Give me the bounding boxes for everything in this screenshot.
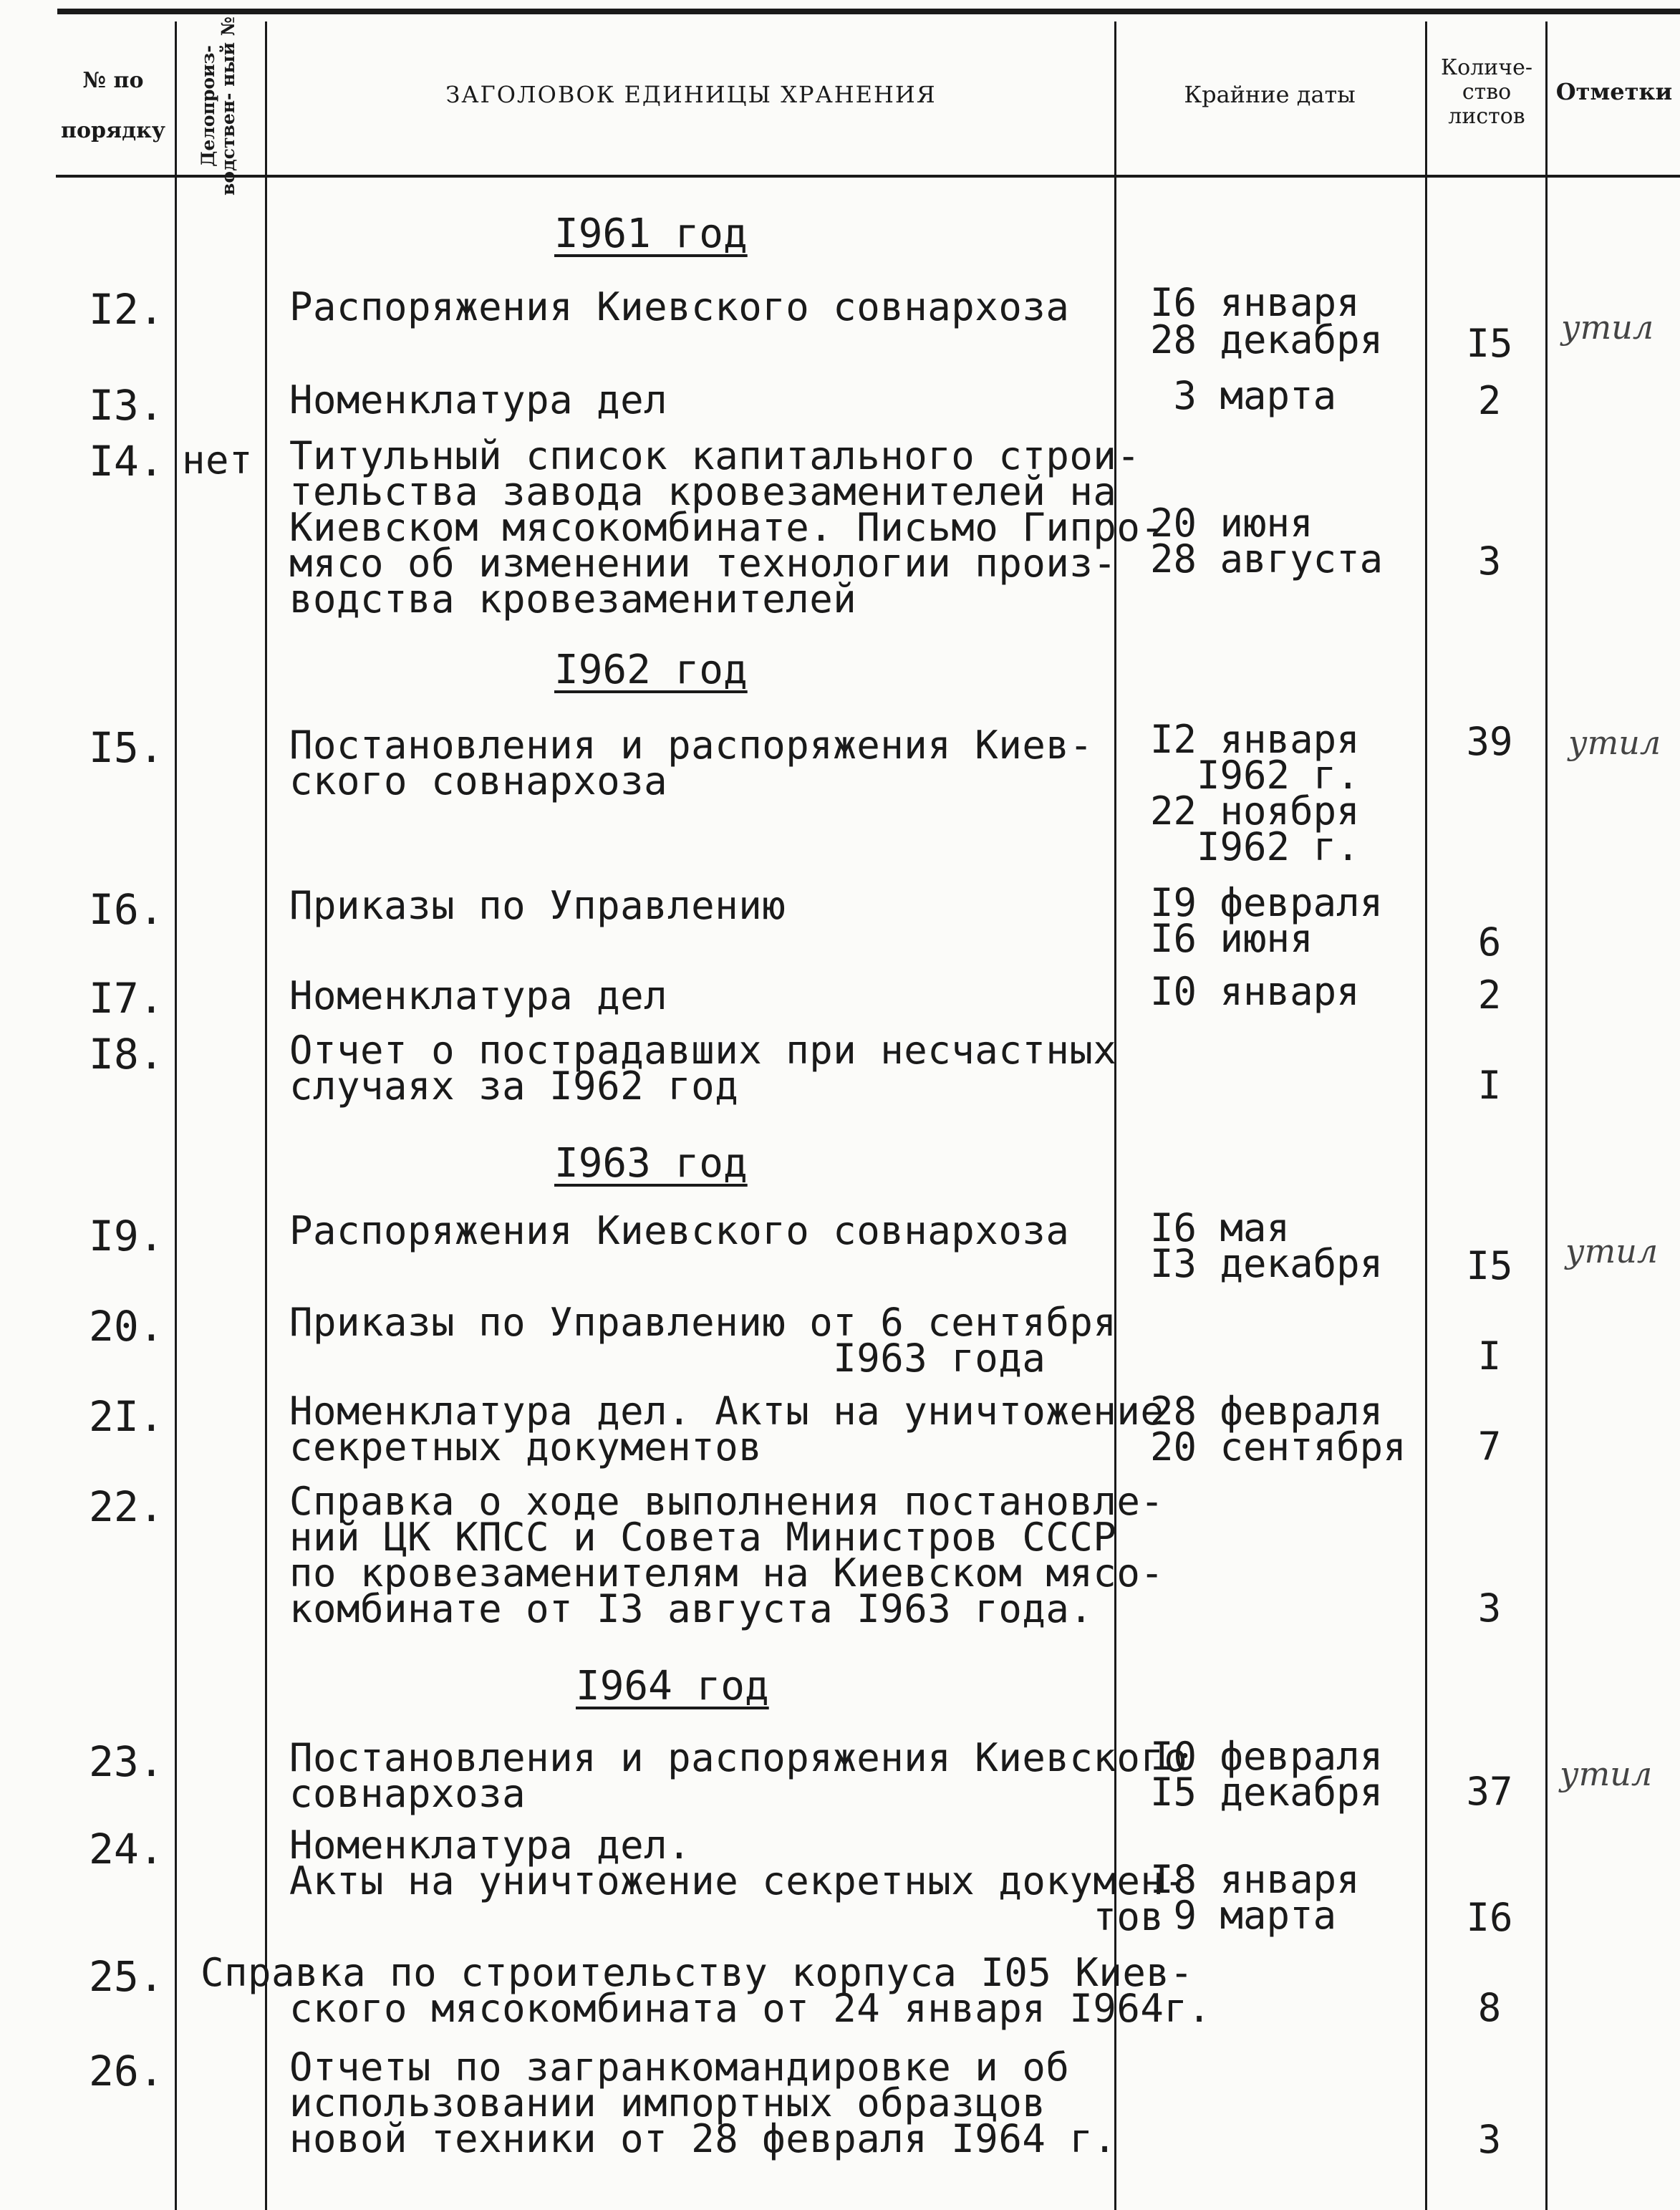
top-rule <box>57 9 1680 14</box>
row-number: 23. <box>89 1737 164 1786</box>
row-title-line: Номенклатура дел. <box>289 1823 692 1868</box>
row-count: 2 <box>1477 378 1502 423</box>
row-date: I5 декабря <box>1150 1770 1384 1815</box>
row-title-line: совнархоза <box>289 1771 526 1816</box>
row-title-line: Номенклатура дел. Акты на уничтожение <box>289 1389 1164 1434</box>
row-title-line: водства кровезаменителей <box>289 576 857 622</box>
row-title-line: Справка о ходе выполнения постановле- <box>289 1479 1164 1524</box>
row-title-line: ского мясокомбината от 24 января I964г. <box>289 1986 1212 2031</box>
row-date: I3 декабря <box>1150 1241 1384 1286</box>
row-title-line: мясо об изменении технологии произ- <box>289 541 1117 586</box>
row-date: I6 января <box>1150 280 1360 325</box>
row-number: 26. <box>89 2047 164 2095</box>
row-date: 9 марта <box>1150 1893 1337 1938</box>
row-number: I2. <box>89 285 164 334</box>
row-number: I5. <box>89 723 164 772</box>
row-title-line: Номенклатура дел <box>289 377 668 423</box>
row-date: I0 января <box>1150 969 1360 1014</box>
row-count: 37 <box>1466 1769 1513 1814</box>
header-dates: Крайние даты <box>1184 81 1356 108</box>
row-title-line: Постановления и распоряжения Киев- <box>289 723 1094 768</box>
row-title-line: Титульный список капитального строи- <box>289 433 1141 478</box>
row-number: 20. <box>89 1302 164 1351</box>
row-number: I7. <box>89 974 164 1023</box>
row-title-line: использовании импортных образцов <box>289 2080 1046 2125</box>
row-count: 3 <box>1477 539 1502 584</box>
row-title-line: новой техники от 28 февраля I964 г. <box>289 2116 1117 2161</box>
row-note: утил <box>1560 1755 1653 1793</box>
row-count: I6 <box>1466 1895 1513 1940</box>
row-count: 8 <box>1477 1985 1502 2030</box>
row-title-line: Распоряжения Киевского совнархоза <box>289 284 1070 329</box>
row-title-line: Приказы по Управлению <box>289 883 786 928</box>
row-count: I <box>1477 1333 1502 1379</box>
row-date: I8 января <box>1150 1857 1360 1902</box>
row-number: 25. <box>89 1952 164 2001</box>
row-count: 3 <box>1477 1586 1502 1631</box>
row-note: утил <box>1565 1232 1659 1270</box>
row-number: I9. <box>89 1212 164 1260</box>
header-rule <box>56 175 1680 178</box>
row-title-line: Киевском мясокомбинате. Письмо Гипро- <box>289 505 1164 550</box>
row-note: утил <box>1568 723 1661 762</box>
row-number: I6. <box>89 885 164 934</box>
year-heading: I962 год <box>554 647 748 693</box>
row-date: I962 г. <box>1150 753 1360 798</box>
row-title-line: Распоряжения Киевского совнархоза <box>289 1208 1070 1253</box>
row-count: I5 <box>1466 1243 1513 1288</box>
row-title-line: случаях за I962 год <box>289 1063 739 1109</box>
row-title-line: Отчеты по загранкомандировке и об <box>289 2045 1070 2090</box>
header-number: № по порядку <box>61 68 165 143</box>
row-number: 24. <box>89 1825 164 1873</box>
row-count: 39 <box>1466 719 1513 764</box>
row-title-line: секретных документов <box>289 1424 763 1470</box>
row-title-line: I963 года <box>289 1336 1046 1381</box>
col-divider-1 <box>175 21 177 2210</box>
row-date: 3 марта <box>1150 373 1337 418</box>
header-count: Количе- ство листов <box>1440 55 1533 129</box>
row-title-line: комбинате от I3 августа I963 года. <box>289 1586 1094 1631</box>
header-notes: Отметки <box>1555 78 1673 105</box>
year-heading: I963 год <box>554 1140 748 1187</box>
row-date: I9 февраля <box>1150 880 1384 925</box>
row-date: I6 июня <box>1150 916 1313 961</box>
row-date: 20 сентября <box>1150 1424 1406 1470</box>
row-title-line: ний ЦК КПСС и Совета Министров СССР <box>289 1515 1117 1560</box>
header-office: Делопроиз- водствен- ный № <box>198 16 238 196</box>
row-date: I0 февраля <box>1150 1734 1384 1779</box>
row-date: I6 мая <box>1150 1205 1290 1250</box>
row-title-line: Отчет о пострадавших при несчастных <box>289 1028 1117 1073</box>
row-count: I5 <box>1466 321 1513 366</box>
row-number: I3. <box>89 381 164 430</box>
row-count: 2 <box>1477 973 1502 1018</box>
row-title-line: ского совнархоза <box>289 758 668 804</box>
row-date: 28 августа <box>1150 536 1384 582</box>
row-title-line: по кровезаменителям на Киевском мясо- <box>289 1550 1164 1596</box>
year-heading: I964 год <box>576 1663 769 1709</box>
row-date: 20 июня <box>1150 501 1313 546</box>
row-title-line: тов <box>289 1894 1164 1939</box>
row-date: 22 ноября <box>1150 788 1360 834</box>
row-number: 2I. <box>89 1392 164 1441</box>
row-number: I4. <box>89 437 164 486</box>
row-date: I962 г. <box>1150 824 1360 869</box>
row-date: 28 февраля <box>1150 1389 1384 1434</box>
row-title-line: Акты на уничтожение секретных докумен- <box>289 1858 1188 1903</box>
row-title-line: тельства завода кровезаменителей на <box>289 469 1117 514</box>
row-note: утил <box>1561 308 1654 347</box>
row-title-line: Справка по строительству корпуса I05 Киев- <box>201 1950 1194 1995</box>
row-title-line: Приказы по Управлению от 6 сентября <box>289 1300 1117 1345</box>
row-title-line: Постановления и распоряжения Киевского <box>289 1735 1188 1780</box>
col-divider-2 <box>265 21 267 2210</box>
row-date: I2 января <box>1150 717 1360 762</box>
row-title-line: Номенклатура дел <box>289 973 668 1018</box>
row-count: 3 <box>1477 2117 1502 2162</box>
year-heading: I961 год <box>554 211 748 257</box>
header-title: ЗАГОЛОВОК ЕДИНИЦЫ ХРАНЕНИЯ <box>445 81 937 108</box>
row-number: I8. <box>89 1030 164 1079</box>
row-count: I <box>1477 1063 1502 1108</box>
row-count: 7 <box>1477 1424 1502 1469</box>
col-divider-4 <box>1425 21 1427 2210</box>
row-count: 6 <box>1477 920 1502 965</box>
row-office: нет <box>182 438 254 483</box>
row-number: 22. <box>89 1482 164 1531</box>
row-date: 28 декабря <box>1150 317 1384 362</box>
